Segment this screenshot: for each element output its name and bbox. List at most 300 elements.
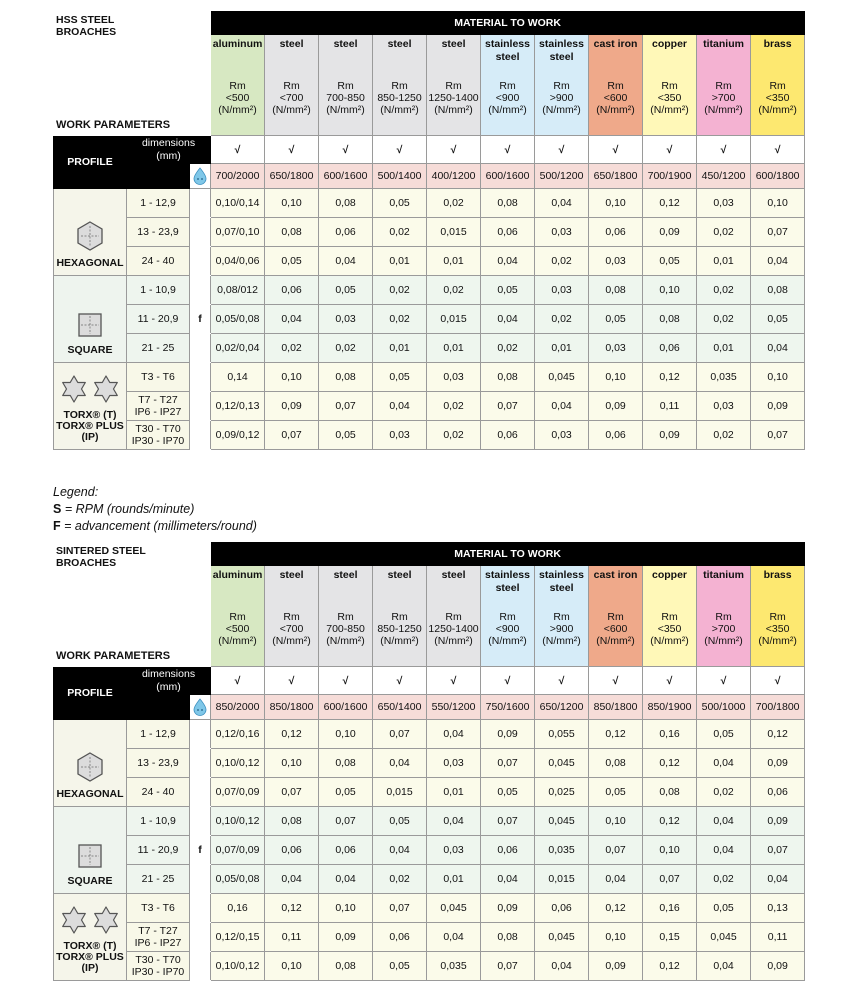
torx-profile-icon (54, 374, 126, 404)
material-rm (589, 80, 642, 116)
material-rm (589, 611, 642, 647)
feed-value: 0,12 (643, 952, 697, 981)
profile-shape-name: TORX® PLUS (IP) (56, 420, 124, 443)
sintered-steel-broaches-table (53, 542, 805, 981)
check-mark: √ (265, 667, 319, 695)
data-row (54, 952, 805, 981)
rm-label: Rm (391, 80, 408, 92)
feed-value: 0,015 (373, 778, 427, 807)
feed-value: 0,15 (643, 923, 697, 952)
feed-value: 0,045 (697, 923, 751, 952)
profile-header: PROFILE (54, 667, 127, 720)
material-name: steel (279, 38, 304, 50)
feed-value: 0,12 (751, 720, 805, 749)
material-header (751, 566, 805, 667)
material-name: brass (763, 569, 792, 581)
dimensions-header (127, 136, 211, 164)
profile-header: PROFILE (54, 136, 127, 189)
dimensions-unit: (mm) (156, 680, 181, 693)
material-name: brass (763, 38, 792, 50)
feed-value: 0,11 (265, 923, 319, 952)
profile-shape-cell (54, 363, 127, 450)
feed-value: 0,08 (481, 923, 535, 952)
feed-value: 0,04 (589, 865, 643, 894)
feed-value: 0,06 (373, 923, 427, 952)
data-row (54, 189, 805, 218)
rm-unit: (N/mm²) (650, 635, 689, 647)
feed-column (190, 392, 211, 421)
feed-column (190, 952, 211, 981)
dimension-range (127, 363, 190, 392)
feed-value: 0,015 (427, 305, 481, 334)
feed-column (190, 334, 211, 363)
feed-value: 0,05 (751, 305, 805, 334)
legend-s (53, 501, 257, 518)
rm-range: >700 (711, 623, 736, 635)
legend-f-key: F (53, 519, 61, 533)
profile-shape-name: TORX® (T) (63, 940, 117, 952)
feed-value: 0,08 (751, 276, 805, 305)
rpm-value: 450/1200 (697, 164, 751, 189)
dimensions-header (127, 667, 211, 695)
feed-value: 0,01 (697, 247, 751, 276)
work-parameters-label: WORK PARAMETERS (56, 650, 171, 662)
dimension-line: T7 - T27 (138, 925, 178, 937)
profile-shape-label (54, 789, 126, 800)
feed-value: 0,03 (589, 247, 643, 276)
feed-value: 0,045 (535, 363, 589, 392)
rm-range: <900 (495, 623, 520, 635)
data-row (54, 720, 805, 749)
rm-range: 700-850 (326, 92, 365, 104)
rm-range: 1250-1400 (428, 623, 479, 635)
dimensions-header-fill (127, 695, 190, 720)
feed-value: 0,01 (373, 334, 427, 363)
header-row (54, 543, 805, 566)
rm-range: >900 (549, 92, 574, 104)
feed-value: 0,05 (265, 247, 319, 276)
feed-value: 0,05 (589, 778, 643, 807)
check-mark: √ (643, 667, 697, 695)
check-mark: √ (427, 667, 481, 695)
rm-range: 850-1250 (377, 623, 422, 635)
feed-value: 0,05 (481, 778, 535, 807)
feed-value: 0,09 (589, 392, 643, 421)
material-name: aluminum (212, 569, 263, 581)
feed-value: 0,06 (535, 894, 589, 923)
check-mark: √ (319, 136, 373, 164)
rm-range: 850-1250 (377, 92, 422, 104)
feed-value: 0,10 (643, 276, 697, 305)
data-row (54, 276, 805, 305)
feed-value: 0,10 (589, 363, 643, 392)
feed-value: 0,05/0,08 (211, 305, 265, 334)
check-mark: √ (751, 667, 805, 695)
dimension-line: IP30 - IP70 (131, 435, 185, 447)
check-mark: √ (535, 667, 589, 695)
material-header (589, 566, 643, 667)
feed-value: 0,01 (535, 334, 589, 363)
material-header (427, 566, 481, 667)
rm-range: <350 (765, 92, 790, 104)
feed-value: 0,02 (535, 247, 589, 276)
feed-value: 0,045 (535, 807, 589, 836)
material-header (481, 566, 535, 667)
feed-value: 0,04 (697, 952, 751, 981)
feed-value: 0,04 (481, 247, 535, 276)
feed-value: 0,12/0,13 (211, 392, 265, 421)
feed-value: 0,12 (643, 807, 697, 836)
feed-value: 0,12 (643, 189, 697, 218)
profile-shape-label (54, 258, 126, 269)
data-row (54, 247, 805, 276)
feed-value: 0,05 (697, 720, 751, 749)
rpm-value: 500/1200 (535, 164, 589, 189)
feed-value: 0,03 (589, 334, 643, 363)
check-mark: √ (481, 136, 535, 164)
dimension-range: 11 - 20,9 (127, 836, 190, 865)
feed-value: 0,08 (265, 807, 319, 836)
rm-unit: (N/mm²) (272, 104, 311, 116)
material-name: aluminum (212, 38, 263, 50)
feed-value: 0,03 (427, 749, 481, 778)
material-header (697, 35, 751, 136)
feed-value: 0,07 (481, 952, 535, 981)
feed-value: 0,08 (319, 363, 373, 392)
rpm-value: 850/1900 (643, 695, 697, 720)
feed-label: f (190, 836, 211, 865)
feed-value: 0,04 (373, 392, 427, 421)
feed-column (190, 807, 211, 836)
rm-range: <500 (225, 92, 250, 104)
feed-value: 0,03 (373, 421, 427, 450)
dimension-line: T7 - T27 (138, 394, 178, 406)
dimensions-label: dimensions (141, 136, 196, 149)
rm-unit: (N/mm²) (218, 104, 257, 116)
feed-value: 0,06 (481, 836, 535, 865)
feed-value: 0,02 (319, 334, 373, 363)
hexagonal-profile-icon (54, 220, 126, 252)
feed-value: 0,12 (265, 720, 319, 749)
dimension-line: T30 - T70 (135, 954, 181, 966)
dimension-range (127, 421, 190, 450)
rm-unit: (N/mm²) (218, 635, 257, 647)
feed-value: 0,10 (643, 836, 697, 865)
legend-title: Legend: (53, 485, 99, 499)
material-rm (427, 80, 480, 116)
feed-value: 0,05 (589, 305, 643, 334)
dimension-range: 24 - 40 (127, 778, 190, 807)
check-mark: √ (211, 136, 265, 164)
dimension-range (127, 952, 190, 981)
feed-value: 0,04 (535, 392, 589, 421)
coolant-drop-icon (190, 164, 211, 189)
rm-unit: (N/mm²) (488, 635, 527, 647)
feed-value: 0,06 (643, 334, 697, 363)
profile-shape-cell (54, 894, 127, 981)
profile-shape-label (54, 941, 126, 974)
feed-value: 0,06 (319, 836, 373, 865)
feed-column (190, 363, 211, 392)
feed-value: 0,01 (373, 247, 427, 276)
hss-steel-broaches-table (53, 11, 805, 450)
feed-value: 0,04 (265, 305, 319, 334)
rpm-value: 600/1600 (319, 164, 373, 189)
feed-value: 0,10 (265, 363, 319, 392)
rm-label: Rm (553, 80, 570, 92)
feed-value: 0,04 (373, 836, 427, 865)
table-title (54, 543, 211, 667)
material-header (373, 35, 427, 136)
rm-unit: (N/mm²) (326, 104, 365, 116)
feed-column (190, 218, 211, 247)
feed-value: 0,10 (589, 189, 643, 218)
coolant-drop-icon (190, 695, 211, 720)
rm-label: Rm (229, 80, 246, 92)
rm-range: <900 (495, 92, 520, 104)
feed-value: 0,05 (373, 952, 427, 981)
feed-value: 0,16 (211, 894, 265, 923)
feed-value: 0,09 (481, 894, 535, 923)
material-header (211, 566, 265, 667)
rpm-value: 600/1600 (319, 695, 373, 720)
feed-value: 0,10 (589, 807, 643, 836)
hexagonal-profile-icon (54, 751, 126, 783)
feed-value: 0,02 (373, 218, 427, 247)
profile-shape-cell (54, 189, 127, 276)
rm-label: Rm (337, 80, 354, 92)
rm-label: Rm (607, 80, 624, 92)
feed-value: 0,10 (751, 189, 805, 218)
feed-value: 0,07 (643, 865, 697, 894)
material-name: steel (333, 38, 358, 50)
feed-column (190, 189, 211, 218)
feed-value: 0,10 (319, 894, 373, 923)
profile-shape-label (54, 345, 126, 356)
rm-unit: (N/mm²) (650, 104, 689, 116)
feed-value: 0,05 (697, 894, 751, 923)
feed-value: 0,08 (265, 218, 319, 247)
rpm-value: 400/1200 (427, 164, 481, 189)
material-rm (427, 611, 480, 647)
check-row (54, 667, 805, 695)
rm-label: Rm (283, 611, 300, 623)
feed-value: 0,04 (427, 720, 481, 749)
feed-value: 0,02 (427, 276, 481, 305)
rm-label: Rm (715, 80, 732, 92)
rm-unit: (N/mm²) (542, 635, 581, 647)
check-mark: √ (535, 136, 589, 164)
rm-label: Rm (607, 611, 624, 623)
dimensions-unit: (mm) (156, 149, 181, 162)
rm-label: Rm (715, 611, 732, 623)
feed-value: 0,09 (751, 749, 805, 778)
square-profile-icon (54, 311, 126, 339)
rm-range: 1250-1400 (428, 92, 479, 104)
rm-label: Rm (229, 611, 246, 623)
material-rm (265, 80, 318, 116)
material-header (373, 566, 427, 667)
check-mark: √ (319, 667, 373, 695)
feed-value: 0,01 (427, 865, 481, 894)
rm-range: <700 (279, 92, 304, 104)
feed-value: 0,05 (373, 363, 427, 392)
feed-value: 0,07 (265, 421, 319, 450)
feed-value: 0,10 (265, 189, 319, 218)
feed-value: 0,06 (751, 778, 805, 807)
feed-value: 0,02 (697, 865, 751, 894)
feed-value: 0,07 (319, 807, 373, 836)
feed-value: 0,08 (319, 189, 373, 218)
rm-label: Rm (499, 80, 516, 92)
profile-shape-cell (54, 720, 127, 807)
feed-value: 0,07 (589, 836, 643, 865)
table-title-line-2: BROACHES (56, 26, 117, 38)
feed-value: 0,02 (427, 189, 481, 218)
feed-value: 0,09 (265, 392, 319, 421)
dimension-range (127, 392, 190, 421)
rm-range: <350 (657, 623, 682, 635)
data-row (54, 865, 805, 894)
check-mark: √ (211, 667, 265, 695)
dimension-line: IP6 - IP27 (134, 937, 182, 949)
feed-value: 0,07 (481, 807, 535, 836)
feed-value: 0,10/0,12 (211, 952, 265, 981)
feed-value: 0,05 (373, 189, 427, 218)
rm-range: >900 (549, 623, 574, 635)
profile-shape-name: SQUARE (67, 875, 113, 887)
feed-value: 0,02/0,04 (211, 334, 265, 363)
rpm-row (54, 695, 805, 720)
material-name: cast iron (593, 569, 638, 581)
data-row (54, 363, 805, 392)
material-header (319, 566, 373, 667)
feed-value: 0,06 (265, 276, 319, 305)
feed-value: 0,05/0,08 (211, 865, 265, 894)
material-rm (535, 611, 588, 647)
material-header (589, 35, 643, 136)
header-row (54, 12, 805, 35)
feed-value: 0,02 (373, 305, 427, 334)
feed-value: 0,07 (481, 749, 535, 778)
feed-value: 0,05 (319, 276, 373, 305)
rm-range: <700 (279, 623, 304, 635)
table-title-line-2: BROACHES (56, 557, 117, 569)
feed-value: 0,09 (751, 807, 805, 836)
feed-value: 0,04 (319, 865, 373, 894)
check-mark: √ (481, 667, 535, 695)
rm-label: Rm (499, 611, 516, 623)
rm-label: Rm (661, 611, 678, 623)
feed-value: 0,11 (643, 392, 697, 421)
profile-shape-cell (54, 807, 127, 894)
rpm-value: 650/1800 (589, 164, 643, 189)
feed-value: 0,03 (697, 189, 751, 218)
material-name: steel (441, 569, 466, 581)
feed-value: 0,02 (697, 421, 751, 450)
feed-value: 0,02 (373, 276, 427, 305)
check-mark: √ (589, 667, 643, 695)
feed-value: 0,05 (643, 247, 697, 276)
data-row (54, 749, 805, 778)
data-row (54, 894, 805, 923)
feed-value: 0,12/0,15 (211, 923, 265, 952)
rm-unit: (N/mm²) (434, 104, 473, 116)
feed-value: 0,05 (319, 421, 373, 450)
legend (53, 484, 257, 535)
check-row (54, 136, 805, 164)
dimension-range (127, 923, 190, 952)
feed-value: 0,10 (319, 720, 373, 749)
material-to-work-header: MATERIAL TO WORK (211, 12, 805, 35)
feed-column (190, 276, 211, 305)
feed-value: 0,02 (697, 778, 751, 807)
feed-value: 0,02 (535, 305, 589, 334)
feed-value: 0,10/0,14 (211, 189, 265, 218)
feed-value: 0,08 (319, 952, 373, 981)
legend-f (53, 518, 257, 535)
check-mark: √ (373, 136, 427, 164)
feed-value: 0,07 (319, 392, 373, 421)
feed-value: 0,07/0,09 (211, 778, 265, 807)
dimension-range: 13 - 23,9 (127, 218, 190, 247)
data-row (54, 836, 805, 865)
material-header (535, 35, 589, 136)
feed-value: 0,03 (535, 276, 589, 305)
profile-shape-name: SQUARE (67, 344, 113, 356)
feed-value: 0,03 (535, 218, 589, 247)
material-rm (481, 80, 534, 116)
feed-value: 0,09 (319, 923, 373, 952)
dimension-range: 11 - 20,9 (127, 305, 190, 334)
material-name: titanium (703, 569, 744, 581)
feed-column (190, 720, 211, 749)
torx-profile-icon (54, 905, 126, 935)
feed-value: 0,10 (265, 952, 319, 981)
feed-column (190, 749, 211, 778)
rm-label: Rm (445, 611, 462, 623)
rm-unit: (N/mm²) (326, 635, 365, 647)
material-rm (643, 80, 696, 116)
feed-value: 0,06 (589, 421, 643, 450)
material-rm (643, 611, 696, 647)
feed-value: 0,05 (481, 276, 535, 305)
feed-value: 0,10 (751, 363, 805, 392)
feed-value: 0,08 (319, 749, 373, 778)
rm-range: <350 (765, 623, 790, 635)
feed-value: 0,09 (643, 218, 697, 247)
feed-value: 0,09 (589, 952, 643, 981)
feed-value: 0,04 (427, 807, 481, 836)
profile-shape-label (54, 876, 126, 887)
rm-range: <500 (225, 623, 250, 635)
feed-value: 0,09 (751, 392, 805, 421)
rm-unit: (N/mm²) (272, 635, 311, 647)
rpm-value: 700/1800 (751, 695, 805, 720)
feed-value: 0,01 (427, 778, 481, 807)
material-rm (211, 611, 264, 647)
feed-value: 0,01 (427, 247, 481, 276)
material-name: steel (441, 38, 466, 50)
rm-label: Rm (769, 611, 786, 623)
feed-value: 0,02 (481, 334, 535, 363)
feed-value: 0,02 (697, 276, 751, 305)
rm-unit: (N/mm²) (758, 104, 797, 116)
feed-value: 0,04 (697, 749, 751, 778)
feed-value: 0,07 (481, 392, 535, 421)
rm-unit: (N/mm²) (488, 104, 527, 116)
dimensions-header-fill (127, 164, 190, 189)
